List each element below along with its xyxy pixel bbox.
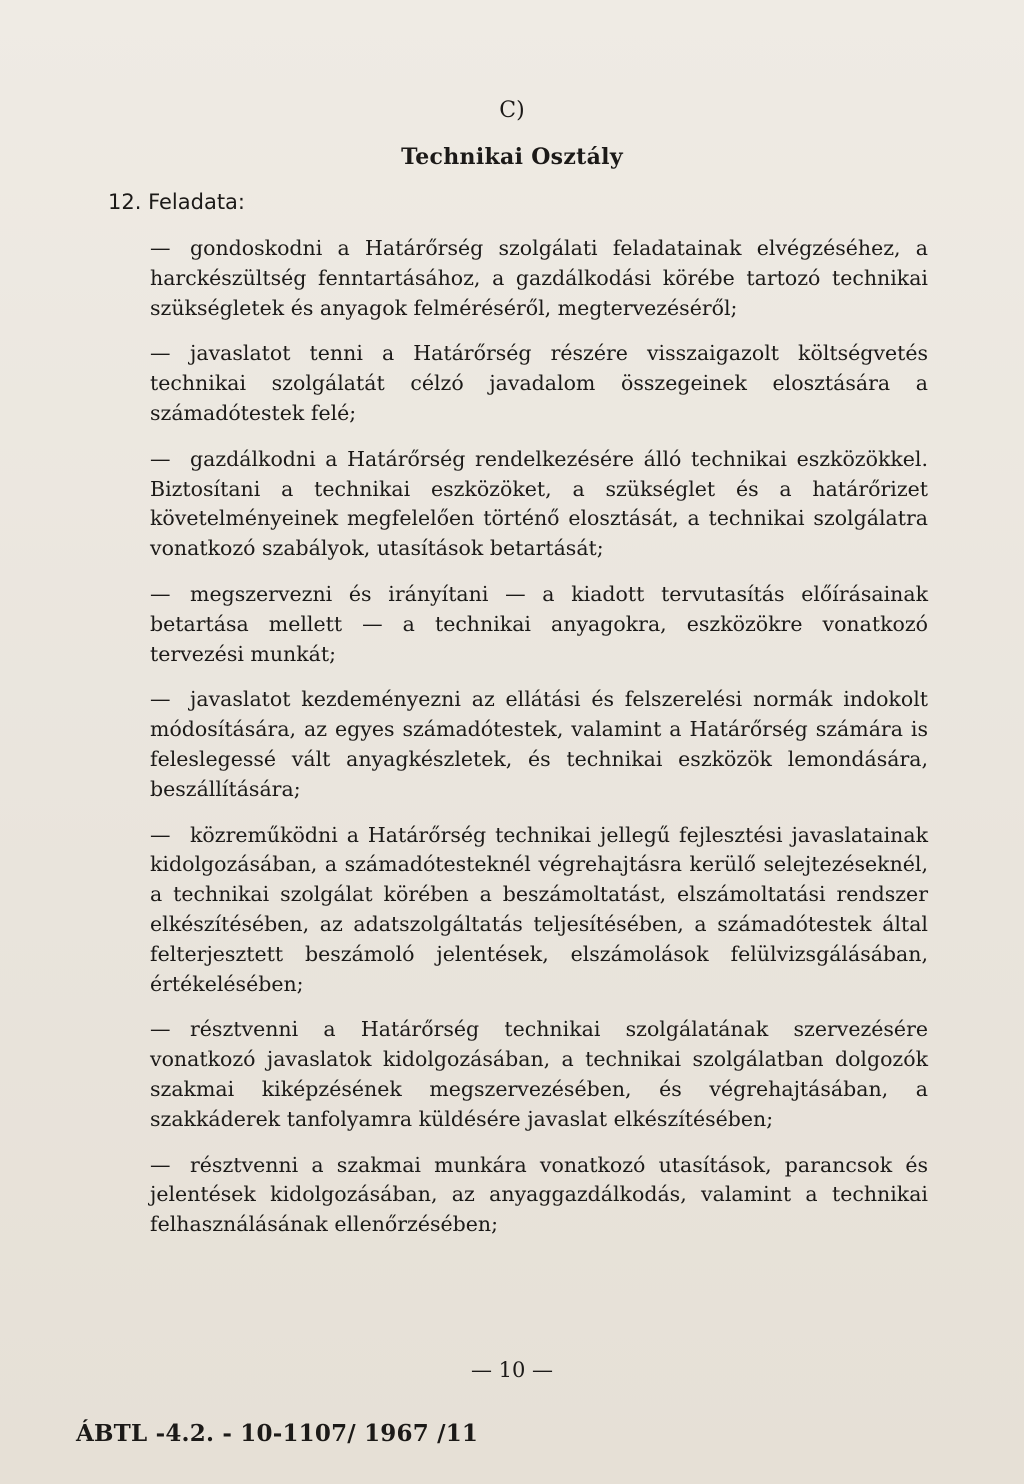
list-item (150, 685, 928, 804)
list-item (150, 1015, 928, 1134)
item-dash: — (150, 446, 171, 471)
list-item (150, 1151, 928, 1240)
item-dash: — (150, 581, 171, 606)
item-text: javaslatot kezdeményezni az ellátási és felszerelési normák indokolt módosítására, az egyes számadótestek, valamint a Határőrség számára is feleslegessé vált anyagkészletek, és technikai eszközök lemondására, beszállítására; (150, 687, 928, 801)
item-dash: — (150, 822, 171, 847)
item-dash: — (150, 687, 171, 712)
section-title: Technikai Osztály (401, 144, 623, 170)
item-dash: — (150, 1017, 171, 1042)
item-text: megszervezni és irányítani — a kiadott tervutasítás előírásainak betartása mellett — a technikai anyagokra, eszközökre vonatkozó tervezési munkát; (150, 581, 928, 666)
list-item (150, 580, 928, 669)
list-item (150, 339, 928, 428)
item-dash: — (150, 1152, 171, 1177)
task-heading: 12. Feladata: (108, 190, 246, 214)
item-text: gazdálkodni a Határőrség rendelkezésére álló technikai eszközökkel. Biztosítani a technikai eszközöket, a szükséglet és a határőrizet követelményeinek megfelelően történő elosztását, a technikai szolgálatra vonatkozó szabályok, utasítások betartását; (150, 446, 928, 561)
item-dash: — (150, 236, 171, 260)
item-text: közreműködni a Határőrség technikai jellegű fejlesztési javaslatainak kidolgozásában, a számadótesteknél végrehajtásra kerülő selejtezéseknél, a technikai szolgálat körében a beszámoltatást, elszámoltatási rendszer elkészítésében, az adatszolgáltatás teljesítésében, a számadótestek által felterjesztett beszámoló jelentések, elszámolások felülvizsgálásában, értékelésében; (150, 822, 928, 996)
item-text: résztvenni a szakmai munkára vonatkozó utasítások, parancsok és jelentések kidolgozásában, az anyaggazdálkodás, valamint a technikai felhasználásának ellenőrzésében; (150, 1152, 928, 1237)
item-text: gondoskodni a Határőrség szolgálati feladatainak elvégzéséhez, a harckészültség fenntartásához, a gazdálkodási körébe tartozó technikai szükségletek és anyagok felméréséről, megtervezéséről; (150, 236, 928, 320)
list-item (150, 821, 928, 1000)
list-item (150, 234, 928, 323)
archive-reference: ÁBTL -4.2. - 10-1107/ 1967 /11 (76, 1420, 479, 1447)
section-letter: C) (499, 98, 525, 123)
list-item (150, 445, 928, 564)
task-list (150, 234, 928, 1256)
item-text: javaslatot tenni a Határőrség részére visszaigazolt költségvetés technikai szolgálatát célzó javadalom összegeinek elosztására a számadótestek felé; (150, 341, 928, 425)
item-text: résztvenni a Határőrség technikai szolgálatának szervezésére vonatkozó javaslatok kidolgozásában, a technikai szolgálatban dolgozók szakmai kiképzésének megszervezésében, és végrehajtásában, a szakkáderek tanfolyamra küldésére javaslat elkészítésében; (150, 1017, 928, 1131)
page-number: — 10 — (470, 1358, 554, 1382)
item-dash: — (150, 341, 171, 366)
